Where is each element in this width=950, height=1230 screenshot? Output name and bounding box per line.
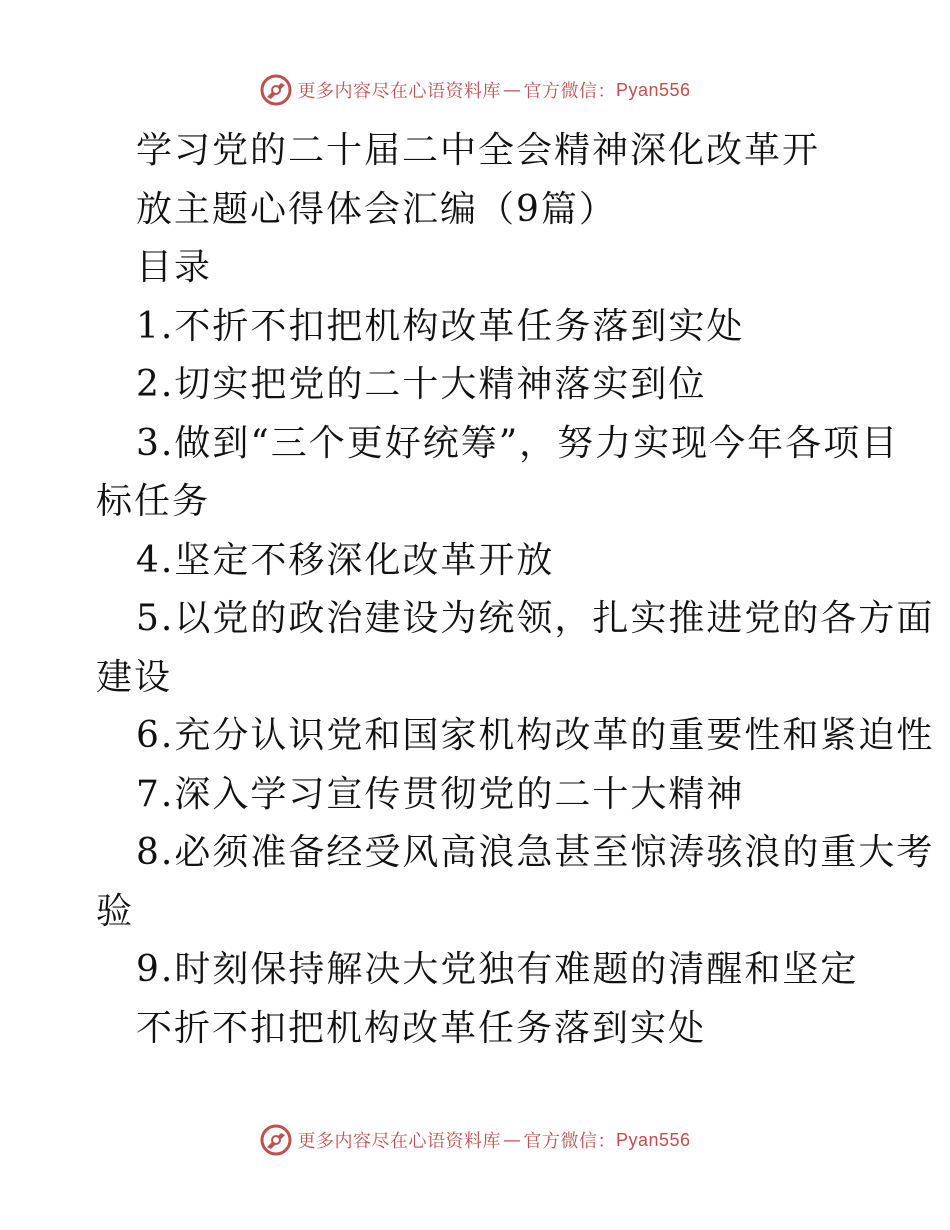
toc-item-8-continuation: 验	[96, 890, 135, 932]
toc-item-1: 1.不折不扣把机构改革任务落到实处	[136, 305, 745, 347]
toc-item-6: 6.充分认识党和国家机构改革的重要性和紧迫性	[136, 715, 935, 756]
document-body	[96, 122, 935, 1058]
toc-item-7: 7.深入学习宣传贯彻党的二十大精神	[136, 773, 745, 815]
header-banner	[0, 70, 950, 110]
seal-logo-icon	[259, 1123, 293, 1157]
toc-item-5: 5.以党的政治建设为统领，扎实推进党的各方面	[136, 598, 935, 639]
document-title-line-1: 学习党的二十届二中全会精神深化改革开	[136, 130, 821, 171]
toc-item-3: 3.做到“三个更好统筹”，努力实现今年各项目	[136, 422, 900, 464]
toc-item-3-continuation: 标任务	[96, 481, 211, 522]
toc-item-9: 9.时刻保持解决大党独有难题的清醒和坚定	[136, 949, 859, 990]
toc-item-8: 8.必须准备经受风高浪急甚至惊涛骇浪的重大考	[136, 832, 935, 873]
banner-text: 更多内容尽在心语资料库	[297, 1131, 501, 1152]
banner-text: 更多内容尽在心语资料库	[297, 81, 501, 102]
seal-logo-icon	[259, 73, 293, 107]
toc-item-5-continuation: 建设	[96, 656, 173, 698]
footer-banner	[0, 1120, 950, 1160]
banner-separator: —	[502, 1129, 522, 1151]
toc-item-2: 2.切实把党的二十大精神落实到位	[136, 364, 707, 405]
toc-item-4: 4.坚定不移深化改革开放	[136, 539, 555, 581]
banner-label: 官方微信：	[523, 1131, 616, 1152]
banner-wechat-id: Pyan556	[615, 79, 691, 100]
banner-label: 官方微信：	[523, 81, 616, 102]
document-title-line-2: 放主题心得体会汇编（9篇）	[136, 188, 617, 230]
toc-heading: 目录	[136, 247, 213, 288]
banner-wechat-id: Pyan556	[615, 1129, 691, 1150]
banner-separator: —	[502, 79, 522, 101]
section-title: 不折不扣把机构改革任务落到实处	[136, 1007, 707, 1049]
